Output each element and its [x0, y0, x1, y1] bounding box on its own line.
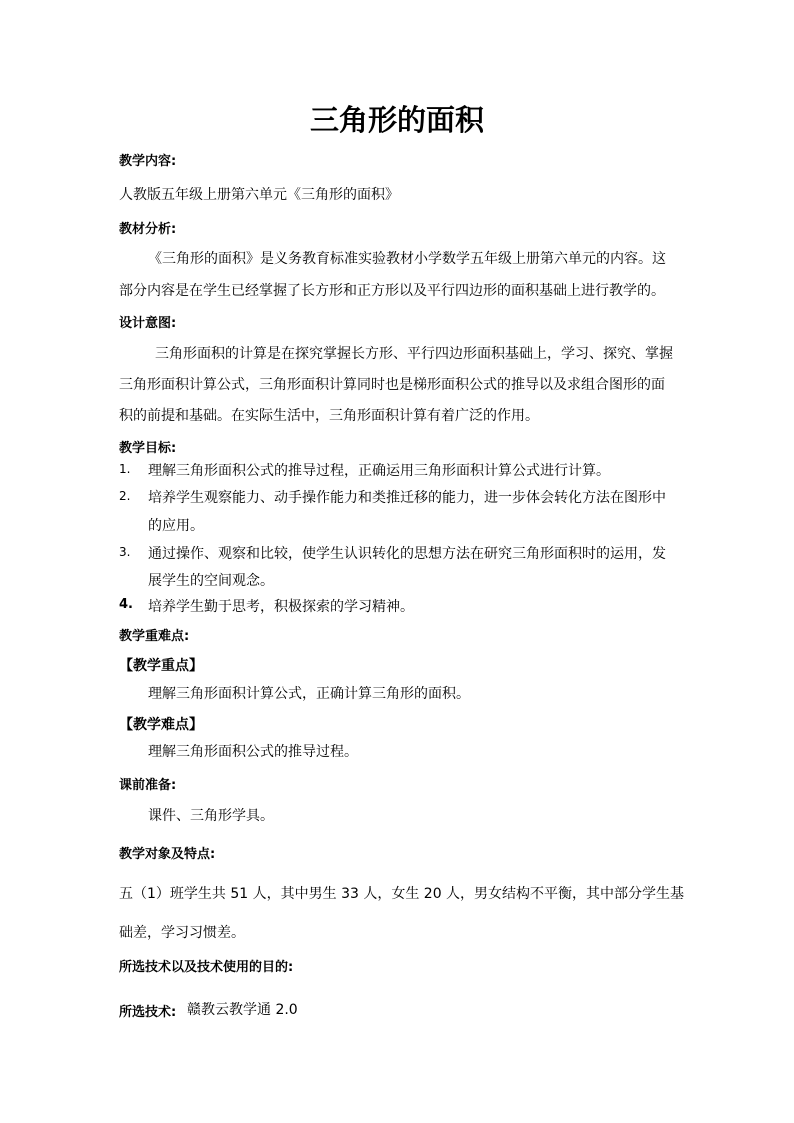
goal-line: 培养学生勤于思考，积极探索的学习精神。 — [148, 599, 414, 615]
material-analysis-heading: 教材分析: — [119, 222, 177, 237]
goal-number: 3. — [119, 545, 131, 559]
difficult-point-text: 理解三角形面积公式的推导过程。 — [148, 744, 358, 760]
page-title: 三角形的面积 — [309, 103, 484, 137]
students-line: 础差，学习习惯差。 — [119, 925, 245, 941]
preparation-heading: 课前准备: — [119, 778, 177, 793]
teaching-content-text: 人教版五年级上册第六单元《三角形的面积》 — [119, 187, 399, 203]
material-analysis-line: 部分内容是在学生已经掌握了长方形和正方形以及平行四边形的面积基础上进行教学的。 — [119, 283, 665, 299]
key-point-text: 理解三角形面积计算公式，正确计算三角形的面积。 — [148, 686, 470, 702]
technology-value: 赣教云教学通 2.0 — [187, 1002, 298, 1018]
key-difficult-heading: 教学重难点: — [119, 629, 190, 644]
goal-line: 的应用。 — [148, 518, 204, 534]
teaching-content-heading: 教学内容: — [119, 154, 177, 169]
design-intent-heading: 设计意图: — [119, 316, 177, 331]
goal-line: 培养学生观察能力、动手操作能力和类推迁移的能力，进一步体会转化方法在图形中 — [148, 490, 666, 506]
preparation-text: 课件、三角形学具。 — [148, 808, 274, 824]
goal-number: 4. — [119, 597, 133, 612]
goal-line: 展学生的空间观念。 — [148, 573, 274, 589]
students-line: 五（1）班学生共 51 人，其中男生 33 人，女生 20 人，男女结构不平衡，其中部分学生基 — [119, 886, 685, 902]
design-intent-line: 三角形面积计算公式，三角形面积计算同时也是梯形面积公式的推导以及求组合图形的面 — [119, 377, 665, 393]
difficult-point-label: 【教学难点】 — [119, 717, 203, 733]
goal-line: 理解三角形面积公式的推导过程，正确运用三角形面积计算公式进行计算。 — [148, 463, 610, 479]
technology-label: 所选技术: — [119, 1005, 177, 1020]
material-analysis-line: 《三角形的面积》是义务教育标准实验教材小学数学五年级上册第六单元的内容。这 — [148, 251, 666, 267]
design-intent-line: 三角形面积的计算是在探究掌握长方形、平行四边形面积基础上，学习、探究、掌握 — [155, 346, 673, 362]
goal-line: 通过操作、观察和比较，使学生认识转化的思想方法在研究三角形面积时的运用，发 — [148, 546, 666, 562]
teaching-goals-heading: 教学目标: — [119, 441, 177, 456]
key-point-label: 【教学重点】 — [119, 658, 203, 674]
students-heading: 教学对象及特点: — [119, 847, 216, 862]
technology-heading: 所选技术以及技术使用的目的: — [119, 960, 294, 975]
goal-number: 2. — [119, 489, 131, 503]
design-intent-line: 积的前提和基础。在实际生活中，三角形面积计算有着广泛的作用。 — [119, 408, 539, 424]
goal-number: 1. — [119, 462, 131, 476]
